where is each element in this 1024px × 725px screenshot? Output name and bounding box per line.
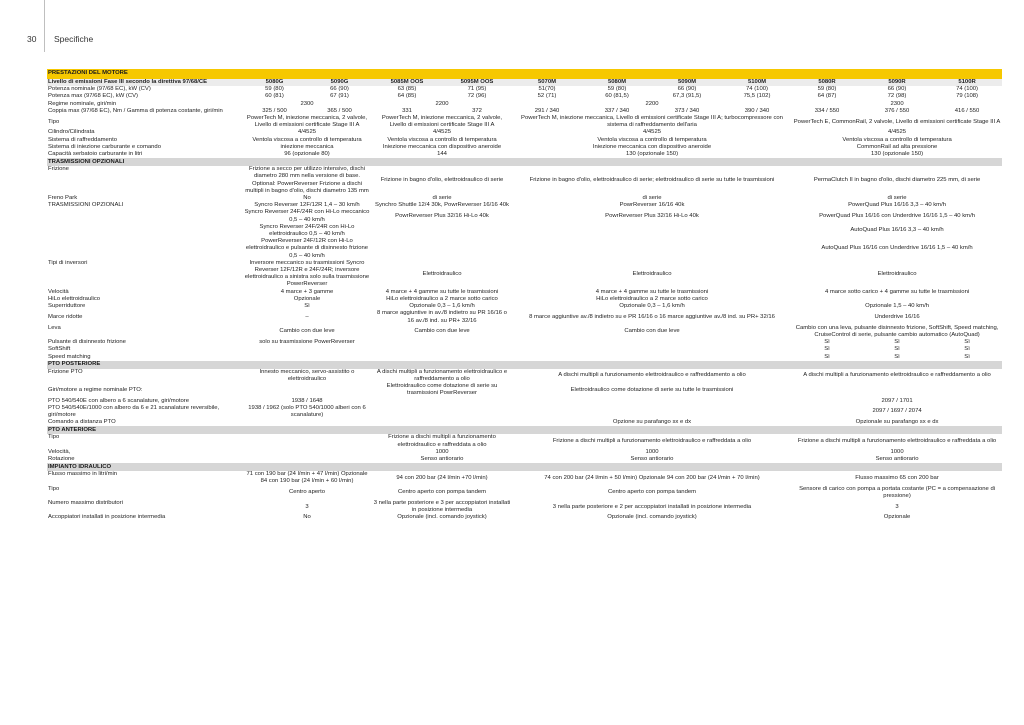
cell: Ventola viscosa a controllo di temperatura xyxy=(597,136,707,143)
cell: 8 marce aggiuntive in av./8 indietro su PR 16/16 o 16 av./8 ind. su PR+ 32/16 xyxy=(377,310,507,324)
model-header: 5085M OOS xyxy=(372,79,442,86)
cell: Cambio con una leva, pulsante disinnesto frizione, SoftShift, Speed matching, CruiseControl di serie, pulsante cambio automatico (AutoQuad) xyxy=(795,324,999,338)
cell: Frizione a dischi multipli a funzionamento elettroidraulico e raffreddata a olio xyxy=(552,437,752,444)
model-header: 5095M OOS xyxy=(442,79,512,86)
cell: di serie xyxy=(432,195,452,202)
table-row xyxy=(47,86,1002,93)
table-row xyxy=(47,303,1002,310)
cell: Elettroidraulico come dotazione di serie su trasmissioni PowrReverser xyxy=(386,383,498,397)
cell: Opzionale (incl. comando joystick) xyxy=(607,514,697,521)
section-trans-row xyxy=(47,158,1002,166)
cell: PowrReverser Plus 32/16 Hi-Lo 40k xyxy=(395,213,489,220)
table-row xyxy=(47,166,1002,195)
row-label: Velocità, xyxy=(48,448,71,455)
row-label: Marce ridotte xyxy=(48,313,83,320)
cell: Syncro Reverser 12F/12R 1,4 – 30 km/h xyxy=(254,202,360,209)
section-hyd-row xyxy=(47,463,1002,471)
cell: 331 xyxy=(402,107,412,114)
row-label: TRASMISSIONI OPZIONALI xyxy=(48,202,124,209)
table-row xyxy=(47,339,1002,346)
header-label: Livello di emissioni Fase III secondo la direttiva 97/68/CE xyxy=(47,79,242,86)
row-label: Tipo xyxy=(48,485,60,492)
table-row xyxy=(47,310,1002,324)
cell xyxy=(242,456,372,463)
cell: 67 (91) xyxy=(330,93,349,100)
row-label: Rotazione xyxy=(48,455,75,462)
section-title: PTO POSTERIORE xyxy=(47,361,1002,369)
cell: Sì xyxy=(964,346,970,353)
cell: PowerTech M, iniezione meccanica, 2 valvole, Livello di emissioni certificate Stage III A xyxy=(381,115,503,129)
cell: 71 con 190 bar (24 l/min + 47 l/min) Opzionale 84 con 190 bar (24 l/min + 60 l/min) xyxy=(246,471,368,485)
row-label: Tipo xyxy=(48,118,60,125)
cell: 4 marce sotto carico + 4 gamme su tutte le trasmissioni xyxy=(824,288,970,295)
section-pto-ant-row xyxy=(47,426,1002,434)
cell: 3 xyxy=(305,503,309,510)
cell: Elettroidraulico come dotazione di serie su tutte le trasmissioni xyxy=(570,386,734,393)
cell: Flusso massimo 65 con 200 bar xyxy=(855,474,939,481)
section-title: TRASMISSIONI OPZIONALI xyxy=(47,158,1002,166)
cell: 1000 xyxy=(890,448,904,455)
cell: Opzionale (incl. comando joystick) xyxy=(397,514,487,521)
table-row xyxy=(47,434,1002,448)
cell xyxy=(242,346,792,353)
row-label: Velocità xyxy=(48,288,69,295)
cell: Frizione a dischi multipli a funzionamento elettroidraulico e raffreddata a olio xyxy=(388,434,496,448)
cell: 2097 / 1701 xyxy=(881,397,913,404)
cell: Opzionale su parafango sx e dx xyxy=(855,419,939,426)
cell: 64 (87) xyxy=(817,93,837,100)
table-row xyxy=(47,144,1002,151)
table-row xyxy=(47,195,1002,202)
table-row xyxy=(47,202,1002,209)
cell: – xyxy=(305,313,309,320)
row-label: Numero massimo distributori xyxy=(48,499,123,506)
cell: 4 marce + 4 gamme su tutte le trasmissioni xyxy=(385,288,499,295)
cell: Sì xyxy=(894,339,900,346)
cell: 3 xyxy=(895,503,899,510)
table-row xyxy=(47,405,1002,419)
cell: 2097 / 1697 / 2074 xyxy=(872,408,922,415)
cell: Opzione su parafango sx e dx xyxy=(612,419,692,426)
table-row xyxy=(47,486,1002,500)
row-label: Comando a distanza PTO xyxy=(48,419,116,426)
row-label: HiLo elettroidraulico xyxy=(48,295,101,302)
cell: 130 (opzionale 150) xyxy=(625,151,679,158)
vertical-rule xyxy=(44,0,45,52)
row-label: Giri/motore a regime nominale PTO: xyxy=(48,386,143,393)
cell: Senso antiorario xyxy=(420,455,464,462)
cell: Sì xyxy=(824,353,830,360)
table-row xyxy=(47,115,1002,129)
cell: 75,5 (102) xyxy=(743,93,771,100)
cell: No xyxy=(303,514,311,521)
table-row xyxy=(47,369,1002,383)
table-row xyxy=(47,296,1002,303)
cell: 3 nella parte posteriore e 3 per accoppiatori installati in posizione intermedia xyxy=(373,499,511,514)
cell: di serie xyxy=(887,195,907,202)
cell: 66 (90) xyxy=(887,86,907,93)
cell: Ventola viscosa a controllo di temperatura xyxy=(387,136,497,143)
cell xyxy=(372,339,792,346)
model-header: 5080G xyxy=(242,79,307,86)
cell xyxy=(242,354,792,361)
table-row xyxy=(47,383,1002,397)
cell: 52 (71) xyxy=(537,93,557,100)
cell: 372 xyxy=(472,107,482,114)
cell: HiLo elettroidraulico a 2 marce sotto carico xyxy=(596,295,708,302)
cell: 1938 / 1962 (solo PTO 540/1000 alberi con 6 scanalature) xyxy=(248,404,366,418)
cell: 334 / 550 xyxy=(814,107,840,114)
cell: 59 (80) xyxy=(817,86,837,93)
section-pto-post-row xyxy=(47,361,1002,369)
cell: 72 (98) xyxy=(887,93,907,100)
row-label: Tipo xyxy=(48,434,60,441)
cell: PowerTech M, iniezione meccanica, Livello di emissioni certificate Stage III A; turbocompressore con sistema di raffreddamento dell'aria xyxy=(521,115,783,129)
cell: 130 (opzionale 150) xyxy=(871,151,924,158)
cell: Inversore meccanico su trasmissioni Syncro Reverser 12F/12R e 24F/24R; inversore elettroidraulico a sinistra solo sulla trasmissione PowerReverser xyxy=(244,259,370,288)
cell xyxy=(372,398,792,405)
row-label: PTO 540/540E/1000 con albero da 6 e 21 scanalature reversibile, giri/motore xyxy=(48,404,220,418)
cell: 1000 xyxy=(645,448,659,455)
cell xyxy=(372,238,792,260)
cell: 66 (90) xyxy=(330,86,349,93)
cell: CommonRail ad alta pressione xyxy=(856,143,938,150)
cell: 2200 xyxy=(435,100,449,107)
cell: PermaClutch II in bagno d'olio, dischi diametro 225 mm, di serie xyxy=(813,177,981,184)
row-label: Tipi di inversori xyxy=(48,259,88,266)
cell: Sì xyxy=(894,346,900,353)
cell: No xyxy=(303,195,311,202)
cell: Underdrive 16/16 xyxy=(874,313,920,320)
table-row xyxy=(47,129,1002,136)
cell: iniezione meccanica xyxy=(280,143,334,150)
row-label: PTO 540/540E con albero a 6 scanalature, giri/motore xyxy=(48,397,190,404)
cell xyxy=(792,383,1002,397)
cell: Elettroidraulico xyxy=(877,270,917,277)
row-label: Sistema di raffreddamento xyxy=(48,136,117,143)
cell: 63 (85) xyxy=(397,86,417,93)
row-label: Regime nominale, giri/min xyxy=(48,100,117,107)
cell: 2200 xyxy=(645,100,659,107)
model-header: 5100M xyxy=(722,79,792,86)
cell: 4/4525 xyxy=(432,129,452,136)
cell: HiLo elettroidraulico a 2 marce sotto carico xyxy=(386,295,498,302)
cell: Centro aperto xyxy=(288,489,326,496)
cell: 376 / 550 xyxy=(884,107,910,114)
table-row xyxy=(47,101,1002,108)
cell: 74 (100) xyxy=(956,86,979,93)
cell: 74 con 200 bar (24 l/min + 50 l/min) Opzionale 94 con 200 bar (24 l/min + 70 l/min) xyxy=(544,474,760,481)
cell: 79 (108) xyxy=(956,93,979,100)
row-label: Pulsante di disinnesto frizione xyxy=(48,339,126,346)
cell: Frizione in bagno d'olio, elettroidraulico di serie xyxy=(380,177,504,184)
cell: 4 marce + 4 gamme su tutte le trasmissioni xyxy=(595,288,709,295)
cell: 71 (95) xyxy=(467,86,487,93)
cell: 325 / 500 xyxy=(262,107,287,114)
cell: A dischi multipli a funzionamento elettroidraulico e raffreddamento a olio xyxy=(376,368,508,382)
cell: Sì xyxy=(894,353,900,360)
cell: Cambio con due leve xyxy=(414,328,470,335)
row-label: Potenza max (97/68 EC), kW (CV) xyxy=(48,93,139,100)
row-label: Superriduttore xyxy=(48,303,86,310)
cell: AutoQuad Plus 16/16 con Underdrive 16/16 1,5 – 40 km/h xyxy=(821,245,973,252)
cell: Centro aperto con pompa tandem xyxy=(607,489,697,496)
cell xyxy=(242,419,512,426)
model-header: 5100R xyxy=(932,79,1002,86)
cell: 59 (80) xyxy=(265,86,284,93)
table-row xyxy=(47,93,1002,100)
table-row xyxy=(47,354,1002,361)
cell: Innesto meccanico, servo-assistito o elettroidraulico xyxy=(259,368,355,382)
cell: 59 (80) xyxy=(607,86,627,93)
cell: 96 (opzionale 80) xyxy=(284,151,330,158)
cell: 8 marce aggiuntive av./8 indietro su e PR 16/16 o 16 marce aggiuntive av./8 ind. su PR+ 32/16 xyxy=(529,313,775,320)
cell xyxy=(242,434,372,448)
cell: PowerTech M, iniezione meccanica, 2 valvole, Livello di emissioni certificate Stage III A xyxy=(246,115,368,129)
cell: Iniezione meccanica con dispositivo aneroide xyxy=(592,143,712,150)
model-header: 5090G xyxy=(307,79,372,86)
page-number: 30 xyxy=(27,34,37,44)
cell: PowerQuad Plus 16/16 3,3 – 40 km/h xyxy=(848,202,947,209)
cell xyxy=(792,296,1002,303)
cell: Opzionale xyxy=(883,514,911,521)
row-label: Flusso massimo in litri/min xyxy=(48,471,118,478)
table-row xyxy=(47,108,1002,115)
cell xyxy=(242,449,372,456)
cell: 64 (85) xyxy=(397,93,417,100)
cell: Opzionale xyxy=(293,295,321,302)
cell: Opzionale 0,3 – 1,6 km/h xyxy=(409,303,475,310)
cell xyxy=(242,383,372,397)
model-header: 5090R xyxy=(862,79,932,86)
spec-table xyxy=(47,69,1002,522)
model-header: 5070M xyxy=(512,79,582,86)
row-label: Accoppiatori installati in posizione intermedia xyxy=(48,514,166,521)
cell: PowerReverser 24F/12R con Hi-Lo elettroidraulico e pulsante di disinnesto frizione 0,5 – 40 km/h xyxy=(245,238,369,259)
header-row xyxy=(47,79,1002,86)
cell: 67,3 (91,5) xyxy=(672,93,702,100)
row-label: Sistema di iniezione carburante e comando xyxy=(48,143,161,150)
row-label: Frizione xyxy=(48,166,69,173)
section-engine-row xyxy=(47,69,1002,79)
cell: Sì xyxy=(964,339,970,346)
cell: Ventola viscosa a controllo di temperatura xyxy=(842,136,952,143)
page-title: Specifiche xyxy=(54,34,94,44)
cell: Sì xyxy=(824,346,830,353)
section-title: IMPIANTO IDRAULICO xyxy=(47,463,1002,471)
cell: Cambio con due leve xyxy=(279,328,335,335)
cell: Frizione a secco per utilizzo intensivo, dischi diametro 280 mm nella versione di base. Optional: PowerReverser Frizione a dischi multipli in bagno d'olio, dischi diametro 135 mm xyxy=(245,166,369,194)
cell: Synchro Shuttle 12/4 30k, PowrReverser 16/16 40k xyxy=(375,202,509,209)
cell: di serie xyxy=(642,195,662,202)
cell: Frizione in bagno d'olio, elettroidraulico di serie; elettroidraulico di serie su tutte le trasmissioni xyxy=(529,177,775,184)
cell: 94 con 200 bar (24 l/min +70 l/min) xyxy=(396,474,488,481)
cell: Opzionale 1,5 – 40 km/h xyxy=(865,303,929,310)
row-label: Coppia max (97/68 EC), Nm / Gamma di potenza costante, giri/min xyxy=(48,107,223,114)
row-label: Speed matching xyxy=(48,353,91,360)
row-label: Leva xyxy=(48,324,61,331)
cell: 291 / 340 xyxy=(534,107,560,114)
row-label: SoftShift xyxy=(48,346,71,353)
cell xyxy=(372,224,792,238)
cell: Senso antiorario xyxy=(875,455,919,462)
cell: Syncro Reverser 24F/24R con Hi-Lo meccanico 0,5 – 40 km/h xyxy=(244,209,370,223)
cell: solo su trasmissione PowerReverser xyxy=(259,339,355,346)
cell: PowerTech E, CommonRail, 2 valvole, Livello di emissioni certificate Stage III A xyxy=(793,118,1001,125)
cell: 1938 / 1648 xyxy=(291,397,323,404)
cell: Cambio con due leve xyxy=(624,328,680,335)
cell: Syncro Reverser 24F/24R con Hi-Lo elettroidraulico 0,5 – 40 km/h xyxy=(259,223,355,238)
cell: Ventola viscosa a controllo di temperatura xyxy=(252,136,362,143)
table-row xyxy=(47,514,1002,521)
row-label: Freno Park xyxy=(48,195,78,202)
table-row xyxy=(47,449,1002,456)
cell: 2300 xyxy=(890,100,904,107)
cell: Senso antiorario xyxy=(630,455,674,462)
table-row xyxy=(47,151,1002,158)
cell: 72 (96) xyxy=(467,93,487,100)
cell: PowerQuad Plus 16/16 con Underdrive 16/16 1,5 – 40 km/h xyxy=(819,213,975,220)
cell: Opzionale 0,3 – 1,6 km/h xyxy=(619,303,685,310)
cell: Elettroidraulico xyxy=(632,270,672,277)
cell: 373 / 340 xyxy=(674,107,700,114)
row-label: Cilindro/Cilindrata xyxy=(48,129,95,136)
cell: 60 (81,5) xyxy=(605,93,629,100)
model-header: 5080R xyxy=(792,79,862,86)
table-row xyxy=(47,500,1002,514)
cell: 1000 xyxy=(435,448,449,455)
table-row xyxy=(47,289,1002,296)
row-label: Capacità serbatoio carburante in litri xyxy=(48,151,143,158)
table-row xyxy=(47,398,1002,405)
cell: Iniezione meccanica con dispositivo aneroide xyxy=(382,143,502,150)
cell: PowrReverser 16/16 40k xyxy=(619,202,685,209)
cell: 4/4525 xyxy=(888,129,907,136)
cell: AutoQuad Plus 16/16 3,3 – 40 km/h xyxy=(850,227,944,234)
cell: 390 / 340 xyxy=(744,107,770,114)
cell: Centro aperto con pompa tandem xyxy=(397,489,487,496)
cell: Sensore di carico con pompa a portata costante (PC = a compensazione di pressione) xyxy=(799,485,996,499)
table-row xyxy=(47,456,1002,463)
table-row xyxy=(47,346,1002,353)
cell: 4/4525 xyxy=(642,129,662,136)
cell: 2300 xyxy=(300,100,314,107)
cell: 74 (100) xyxy=(746,86,768,93)
table-row xyxy=(47,260,1002,289)
cell: 337 / 340 xyxy=(604,107,630,114)
cell: Sì xyxy=(824,339,830,346)
cell: Sì xyxy=(304,303,310,310)
cell: 144 xyxy=(437,151,447,158)
section-title: PTO ANTERIORE xyxy=(47,426,1002,434)
cell: 365 / 500 xyxy=(327,107,352,114)
cell: 3 nella parte posteriore e 2 per accoppiatori installati in posizione intermedia xyxy=(552,503,752,510)
row-label: Frizione PTO xyxy=(48,368,83,375)
section-title: PRESTAZIONI DEL MOTORE xyxy=(47,69,1002,79)
cell xyxy=(372,405,792,419)
cell: A dischi multipli a funzionamento elettroidraulico e raffreddamento a olio xyxy=(803,372,991,379)
cell: 60 (81) xyxy=(265,93,284,100)
cell: 416 / 550 xyxy=(954,107,980,114)
row-label: Potenza nominale (97/68 EC), kW (CV) xyxy=(48,86,151,93)
table-row xyxy=(47,471,1002,485)
cell: 66 (90) xyxy=(677,86,697,93)
table-row xyxy=(47,325,1002,339)
cell: 51(70) xyxy=(538,86,556,93)
cell: Sì xyxy=(964,353,970,360)
table-row xyxy=(47,419,1002,426)
model-header: 5080M xyxy=(582,79,652,86)
cell: A dischi multipli a funzionamento elettroidraulico e raffreddamento a olio xyxy=(558,372,746,379)
cell: PowrReverser Plus 32/16 Hi-Lo 40k xyxy=(605,213,699,220)
cell: Frizione a dischi multipli a funzionamento elettroidraulico e raffreddata a olio xyxy=(797,437,997,444)
cell: 4 marce + 3 gamme xyxy=(280,288,334,295)
table-row xyxy=(47,137,1002,144)
cell: 4/4525 xyxy=(297,129,317,136)
cell: Elettroidraulico xyxy=(422,270,462,277)
model-header: 5090M xyxy=(652,79,722,86)
